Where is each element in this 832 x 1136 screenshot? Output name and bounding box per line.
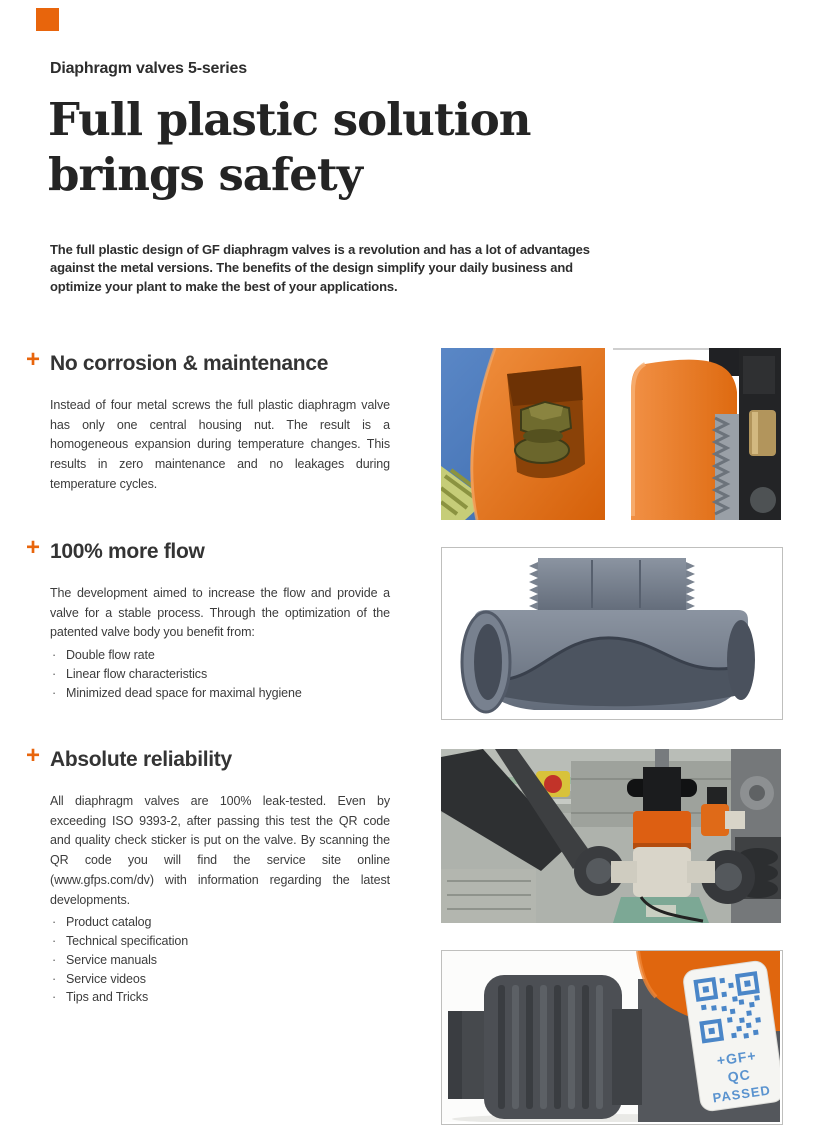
page-kicker: Diaphragm valves 5-series <box>50 60 247 77</box>
section-no-corrosion <box>26 346 390 495</box>
intro-paragraph: The full plastic design of GF diaphragm valves is a revolution and has a lot of advantages against the metal versions. The benefits of the design simplify your daily business and optimize your plant to make the best of your applications. <box>50 242 590 294</box>
plastic-housing-cutaway-photo <box>613 348 781 520</box>
bullet-list <box>50 913 390 1007</box>
metal-insert <box>739 348 781 520</box>
section-heading-text: No corrosion & maintenance <box>50 352 329 375</box>
page-title-line1: Full plastic solution <box>48 93 531 146</box>
section-heading <box>26 534 390 564</box>
section-more-flow <box>26 534 390 703</box>
section-body: All diaphragm valves are 100% leak-tested. Even by exceeding ISO 9393-2, after passing this test the QR code and quality check sticker is put on the valve. By scanning the QR code you will find the service site online (www.gfps.com/dv) with information regarding the latest developments. <box>50 794 390 907</box>
section-absolute-reliability <box>26 742 390 1007</box>
plus-icon: + <box>26 534 40 561</box>
section-heading-text: Absolute reliability <box>50 748 232 771</box>
sticker-line2: QC <box>726 1066 752 1086</box>
thread-cut <box>715 414 739 520</box>
list-item: · Tips and Tricks <box>52 990 149 1005</box>
sticker-line3: PASSED <box>711 1082 772 1106</box>
page-title <box>48 92 748 202</box>
plus-icon: + <box>26 346 40 373</box>
list-item: · Linear flow characteristics <box>52 666 208 681</box>
list-item: · Minimized dead space for maximal hygiene <box>52 685 302 700</box>
section-body: The development aimed to increase the flow and provide a valve for a stable process. Through the optimization of the patented valve body you benefit from: <box>50 586 390 640</box>
leak-test-machine-photo <box>441 749 781 923</box>
qc-valve-photo <box>442 951 780 1122</box>
figure-corrosion-comparison <box>441 348 781 520</box>
valve-cross-section-image <box>442 548 780 717</box>
list-item: · Technical specification <box>52 934 189 949</box>
list-item: · Service videos <box>52 971 146 986</box>
list-item: · Double flow rate <box>52 648 155 663</box>
section-heading-text: 100% more flow <box>50 540 205 563</box>
gf-brand-square <box>36 8 59 31</box>
plus-icon: + <box>26 742 40 769</box>
section-heading <box>26 346 390 376</box>
bullet-list <box>50 646 390 702</box>
list-item: · Service manuals <box>52 952 157 967</box>
figure-leak-test-machine <box>441 749 781 923</box>
sticker-line1: +GF+ <box>715 1047 758 1069</box>
list-item: · Product catalog <box>52 915 152 930</box>
corroded-metal-screw-photo <box>441 348 605 520</box>
figure-valve-cross-section <box>441 547 783 720</box>
section-body: Instead of four metal screws the full plastic diaphragm valve has only one central housing nut. The result is a homogeneous expansion during temperature changes. This results in zero maintenance and no leakages during temperature cycles. <box>50 398 390 491</box>
outlet-cut <box>727 620 755 700</box>
figure-qc-valve <box>441 950 783 1125</box>
section-heading <box>26 742 390 772</box>
page-title-line2: brings safety <box>48 148 362 201</box>
